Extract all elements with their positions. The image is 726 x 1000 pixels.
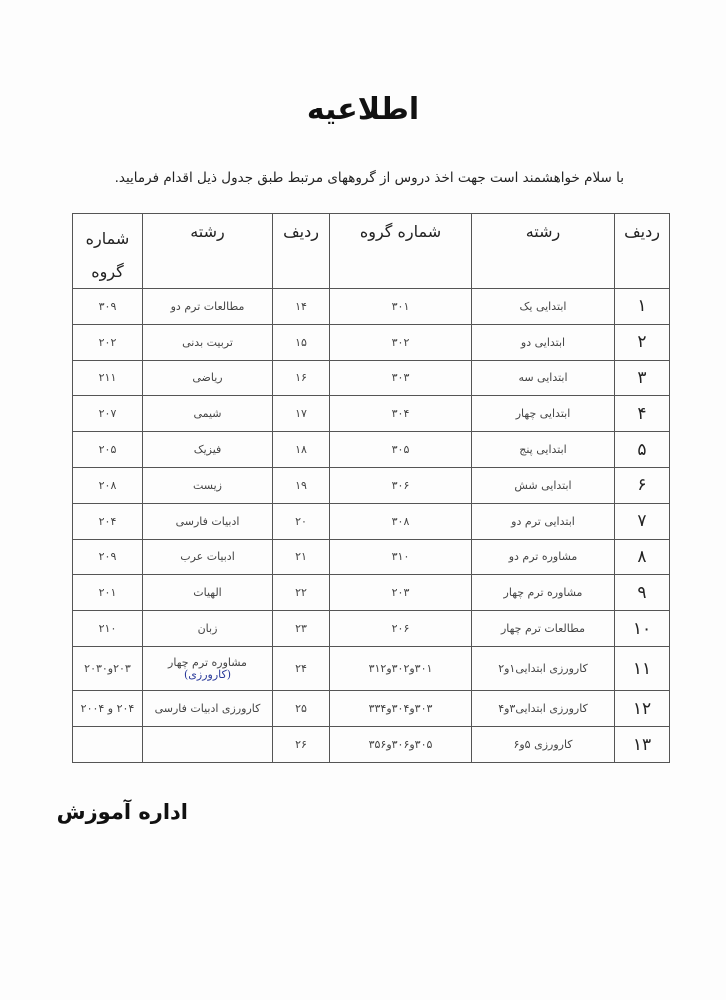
group-cell-2: ۲۰۹ [73, 539, 143, 575]
major-cell: مشاوره ترم دو [472, 539, 615, 575]
group-cell: ۲۰۳ [330, 575, 472, 611]
table-row [73, 503, 670, 539]
major-cell: کارورزی ۵و۶ [472, 727, 615, 763]
header-group-number: شماره گروه [330, 214, 472, 289]
group-cell-2 [73, 727, 143, 763]
row-number-2: ۱۷ [273, 396, 330, 432]
row-number-2: ۱۹ [273, 467, 330, 503]
table-row [73, 467, 670, 503]
row-number-2: ۱۴ [273, 289, 330, 325]
table-row [73, 611, 670, 647]
major-cell-2: ادبیات فارسی [143, 503, 273, 539]
row-number: ۷ [615, 503, 670, 539]
group-cell: ۳۰۸ [330, 503, 472, 539]
major-cell-2: زیست [143, 467, 273, 503]
table-header-row [73, 214, 670, 289]
major-cell: مطالعات ترم چهار [472, 611, 615, 647]
group-cell-2: ۲۰۵ [73, 432, 143, 468]
table-row [73, 691, 670, 727]
row-number: ۱۰ [615, 611, 670, 647]
major-cell-2 [143, 727, 273, 763]
group-cell-2: ۲۱۱ [73, 360, 143, 396]
row-number-2: ۲۱ [273, 539, 330, 575]
table-row [73, 575, 670, 611]
row-number: ۹ [615, 575, 670, 611]
table-row [73, 432, 670, 468]
row-number: ۱ [615, 289, 670, 325]
table-row [73, 727, 670, 763]
footer-signature: اداره آموزش [56, 800, 188, 824]
header-major-2: رشته [143, 214, 273, 289]
row-number-2: ۱۶ [273, 360, 330, 396]
major-cell: کارورزی ابتدایی۳و۴ [472, 691, 615, 727]
group-cell: ۳۰۳و۳۰۴و۳۳۴ [330, 691, 472, 727]
table-row [73, 289, 670, 325]
group-cell: ۳۰۱ [330, 289, 472, 325]
major-label-2: مشاوره ترم چهار [168, 656, 247, 670]
row-number-2: ۲۰ [273, 503, 330, 539]
group-cell-2: ۲۰۴ و ۲۰۰۴ [73, 691, 143, 727]
row-number: ۴ [615, 396, 670, 432]
row-number: ۸ [615, 539, 670, 575]
row-number-2: ۲۲ [273, 575, 330, 611]
major-cell: ابتدایی پنج [472, 432, 615, 468]
major-cell: کارورزی ابتدایی۱و۲ [472, 646, 615, 690]
row-number-2: ۱۸ [273, 432, 330, 468]
major-cell-2: مطالعات ترم دو [143, 289, 273, 325]
table-row [73, 646, 670, 690]
group-cell-2: ۲۱۰ [73, 611, 143, 647]
row-number-2: ۲۳ [273, 611, 330, 647]
header-row-number: ردیف [615, 214, 670, 289]
group-cell: ۳۰۵و۳۰۶و۳۵۶ [330, 727, 472, 763]
major-cell-2: الهیات [143, 575, 273, 611]
group-cell: ۳۱۰ [330, 539, 472, 575]
table-row [73, 360, 670, 396]
major-cell: ابتدایی یک [472, 289, 615, 325]
major-cell-2: زبان [143, 611, 273, 647]
intro-text: با سلام خواهشمند است جهت اخذ دروس از گروههای مرتبط طبق جدول ذیل اقدام فرمایید. [114, 170, 624, 186]
table-row [73, 539, 670, 575]
group-cell-2: ۲۰۷ [73, 396, 143, 432]
groups-table [72, 213, 670, 763]
group-cell-2: ۲۰۱ [73, 575, 143, 611]
row-number: ۱۳ [615, 727, 670, 763]
group-cell: ۳۰۱و۳۰۲و۳۱۲ [330, 646, 472, 690]
group-cell: ۳۰۵ [330, 432, 472, 468]
page-title: اطلاعیه [306, 92, 420, 127]
major-cell: ابتدایی ترم دو [472, 503, 615, 539]
header-major: رشته [472, 214, 615, 289]
row-number-2: ۱۵ [273, 324, 330, 360]
group-cell: ۳۰۴ [330, 396, 472, 432]
row-number: ۳ [615, 360, 670, 396]
group-cell-2: ۲۰۸ [73, 467, 143, 503]
group-cell: ۲۰۶ [330, 611, 472, 647]
header-group-number-2: شماره گروه [73, 214, 143, 289]
row-number: ۵ [615, 432, 670, 468]
major-cell: مشاوره ترم چهار [472, 575, 615, 611]
group-cell-2: ۲۰۲ [73, 324, 143, 360]
group-cell-2: ۲۰۳و۲۰۳۰ [73, 646, 143, 690]
major-cell-2 [143, 646, 273, 690]
row-number-2: ۲۵ [273, 691, 330, 727]
major-cell: ابتدایی دو [472, 324, 615, 360]
row-number: ۱۲ [615, 691, 670, 727]
table-row [73, 324, 670, 360]
major-cell: ابتدایی چهار [472, 396, 615, 432]
major-cell-2: فیزیک [143, 432, 273, 468]
major-cell-2: ادبیات عرب [143, 539, 273, 575]
major-cell-2: شیمی [143, 396, 273, 432]
row-number-2: ۲۴ [273, 646, 330, 690]
major-cell: ابتدایی شش [472, 467, 615, 503]
group-cell: ۳۰۳ [330, 360, 472, 396]
major-cell-2: ریاضی [143, 360, 273, 396]
group-cell-2: ۳۰۹ [73, 289, 143, 325]
major-cell-2: تربیت بدنی [143, 324, 273, 360]
row-number: ۱۱ [615, 646, 670, 690]
row-number: ۶ [615, 467, 670, 503]
major-cell: ابتدایی سه [472, 360, 615, 396]
major-cell-2: کارورزی ادبیات فارسی [143, 691, 273, 727]
row-number: ۲ [615, 324, 670, 360]
row-number-2: ۲۶ [273, 727, 330, 763]
group-cell: ۳۰۲ [330, 324, 472, 360]
handwritten-note: (کارورزی) [183, 668, 232, 682]
table-row [73, 396, 670, 432]
group-cell: ۳۰۶ [330, 467, 472, 503]
header-row-number-2: ردیف [273, 214, 330, 289]
group-cell-2: ۲۰۴ [73, 503, 143, 539]
